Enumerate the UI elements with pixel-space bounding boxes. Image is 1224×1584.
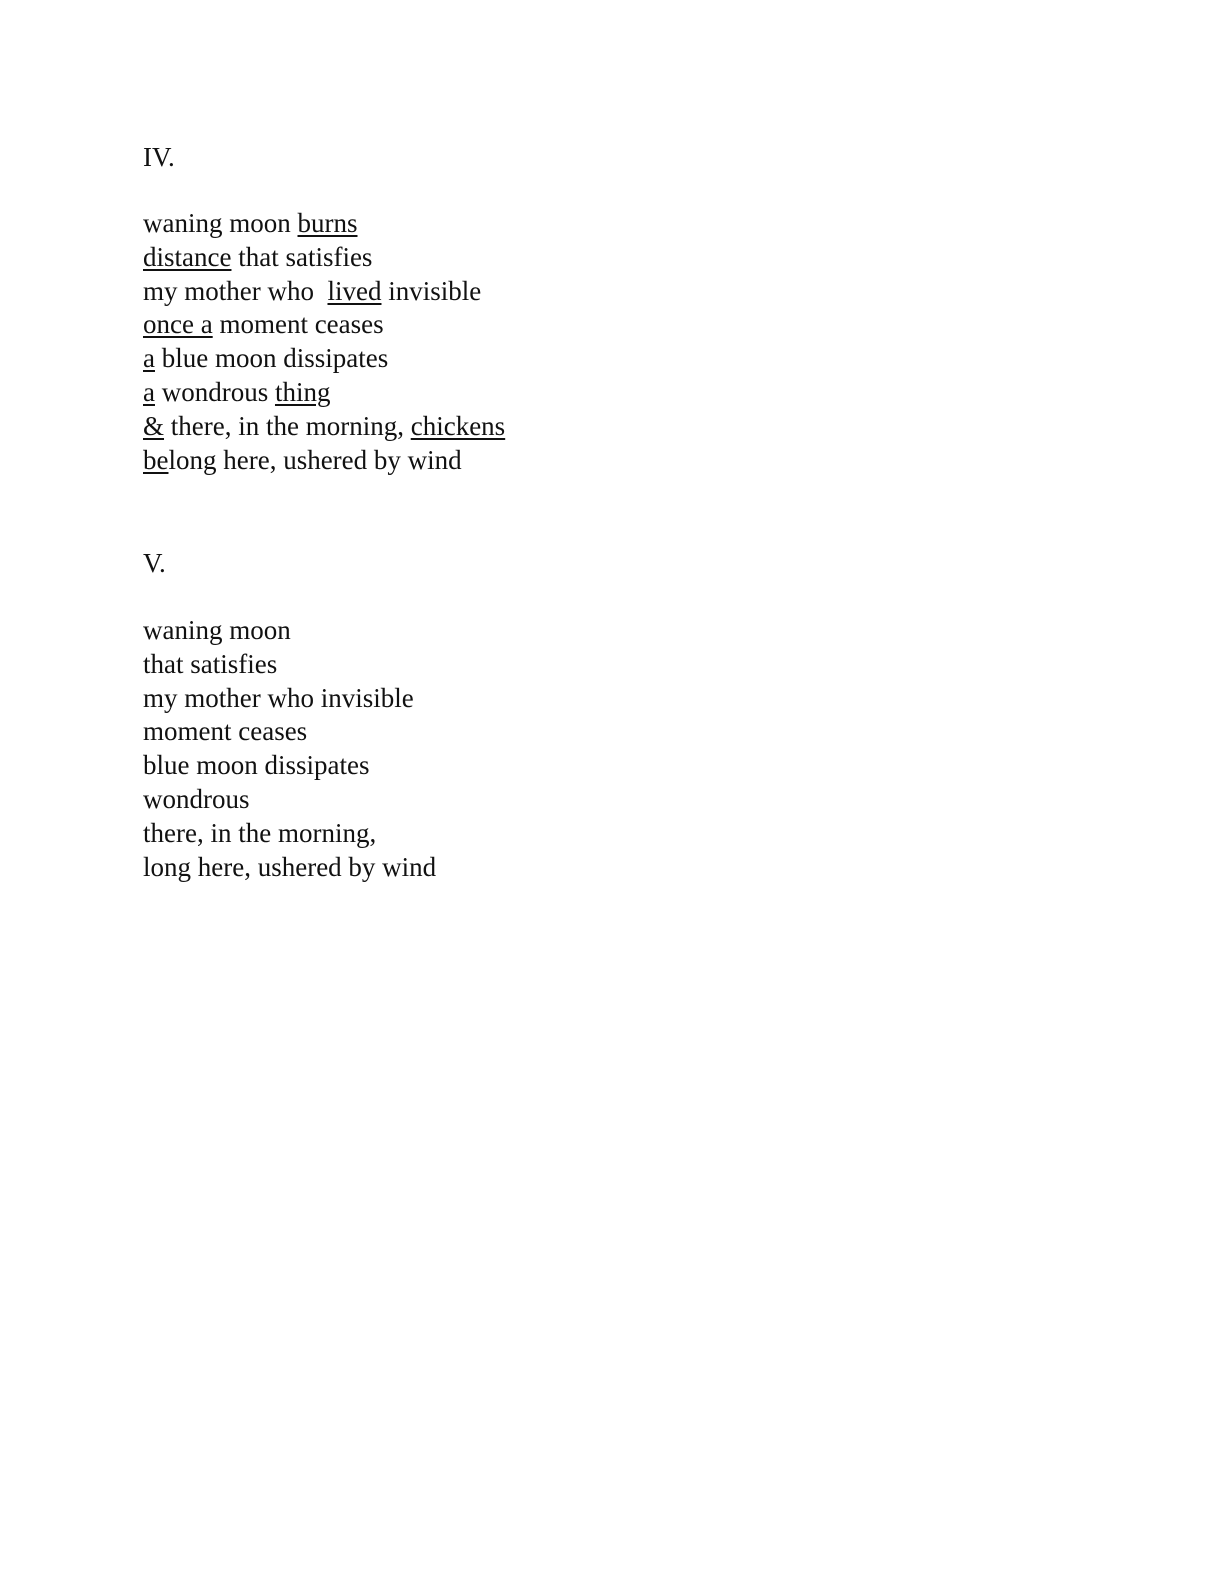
line-text: wondrous xyxy=(143,783,250,814)
poem-line xyxy=(143,410,505,444)
line-text: my mother who invisible xyxy=(143,682,414,713)
poem-line xyxy=(143,342,505,376)
poem-line xyxy=(143,614,436,648)
line-text: moment ceases xyxy=(143,716,308,747)
stanza-v xyxy=(143,614,436,884)
poem-line xyxy=(143,241,505,275)
poem-line xyxy=(143,783,436,817)
line-text: there, in the morning, xyxy=(143,817,377,848)
poem-line xyxy=(143,275,505,309)
underlined-text: once a xyxy=(143,309,213,340)
line-text: long here, ushered by wind xyxy=(168,444,462,475)
underlined-text: be xyxy=(143,444,169,475)
underlined-text: distance xyxy=(143,241,232,272)
line-text: blue moon dissipates xyxy=(143,750,370,781)
poem-line xyxy=(143,749,436,783)
poem-line xyxy=(143,715,436,749)
line-text: there, in the morning, xyxy=(164,410,411,441)
poem-line xyxy=(143,648,436,682)
section-heading-v: V. xyxy=(143,548,166,578)
poem-line xyxy=(143,308,505,342)
line-text: blue moon dissipates xyxy=(154,343,389,374)
line-text: wondrous xyxy=(154,376,275,407)
underlined-text: thing xyxy=(274,376,331,407)
line-text: that satisfies xyxy=(231,241,373,272)
poem-line xyxy=(143,376,505,410)
line-text: long here, ushered by wind xyxy=(143,851,437,882)
line-text: that satisfies xyxy=(143,648,278,679)
line-text: waning moon xyxy=(143,615,291,645)
underlined-text: a xyxy=(143,376,155,407)
underlined-text: chickens xyxy=(410,410,506,441)
underlined-text: & xyxy=(143,410,165,441)
section-heading-iv: IV. xyxy=(143,142,175,172)
line-text: invisible xyxy=(381,275,482,306)
line-text: my mother who xyxy=(143,275,328,306)
underlined-text: lived xyxy=(327,275,382,306)
underlined-text: burns xyxy=(297,208,358,238)
poem-line xyxy=(143,444,505,478)
poem-line xyxy=(143,851,436,885)
stanza-iv xyxy=(143,207,505,477)
poem-line xyxy=(143,817,436,851)
poem-line xyxy=(143,207,505,241)
underlined-text: a xyxy=(143,343,155,374)
poem-line xyxy=(143,682,436,716)
line-text: waning moon xyxy=(143,208,298,238)
line-text: moment ceases xyxy=(212,309,384,340)
